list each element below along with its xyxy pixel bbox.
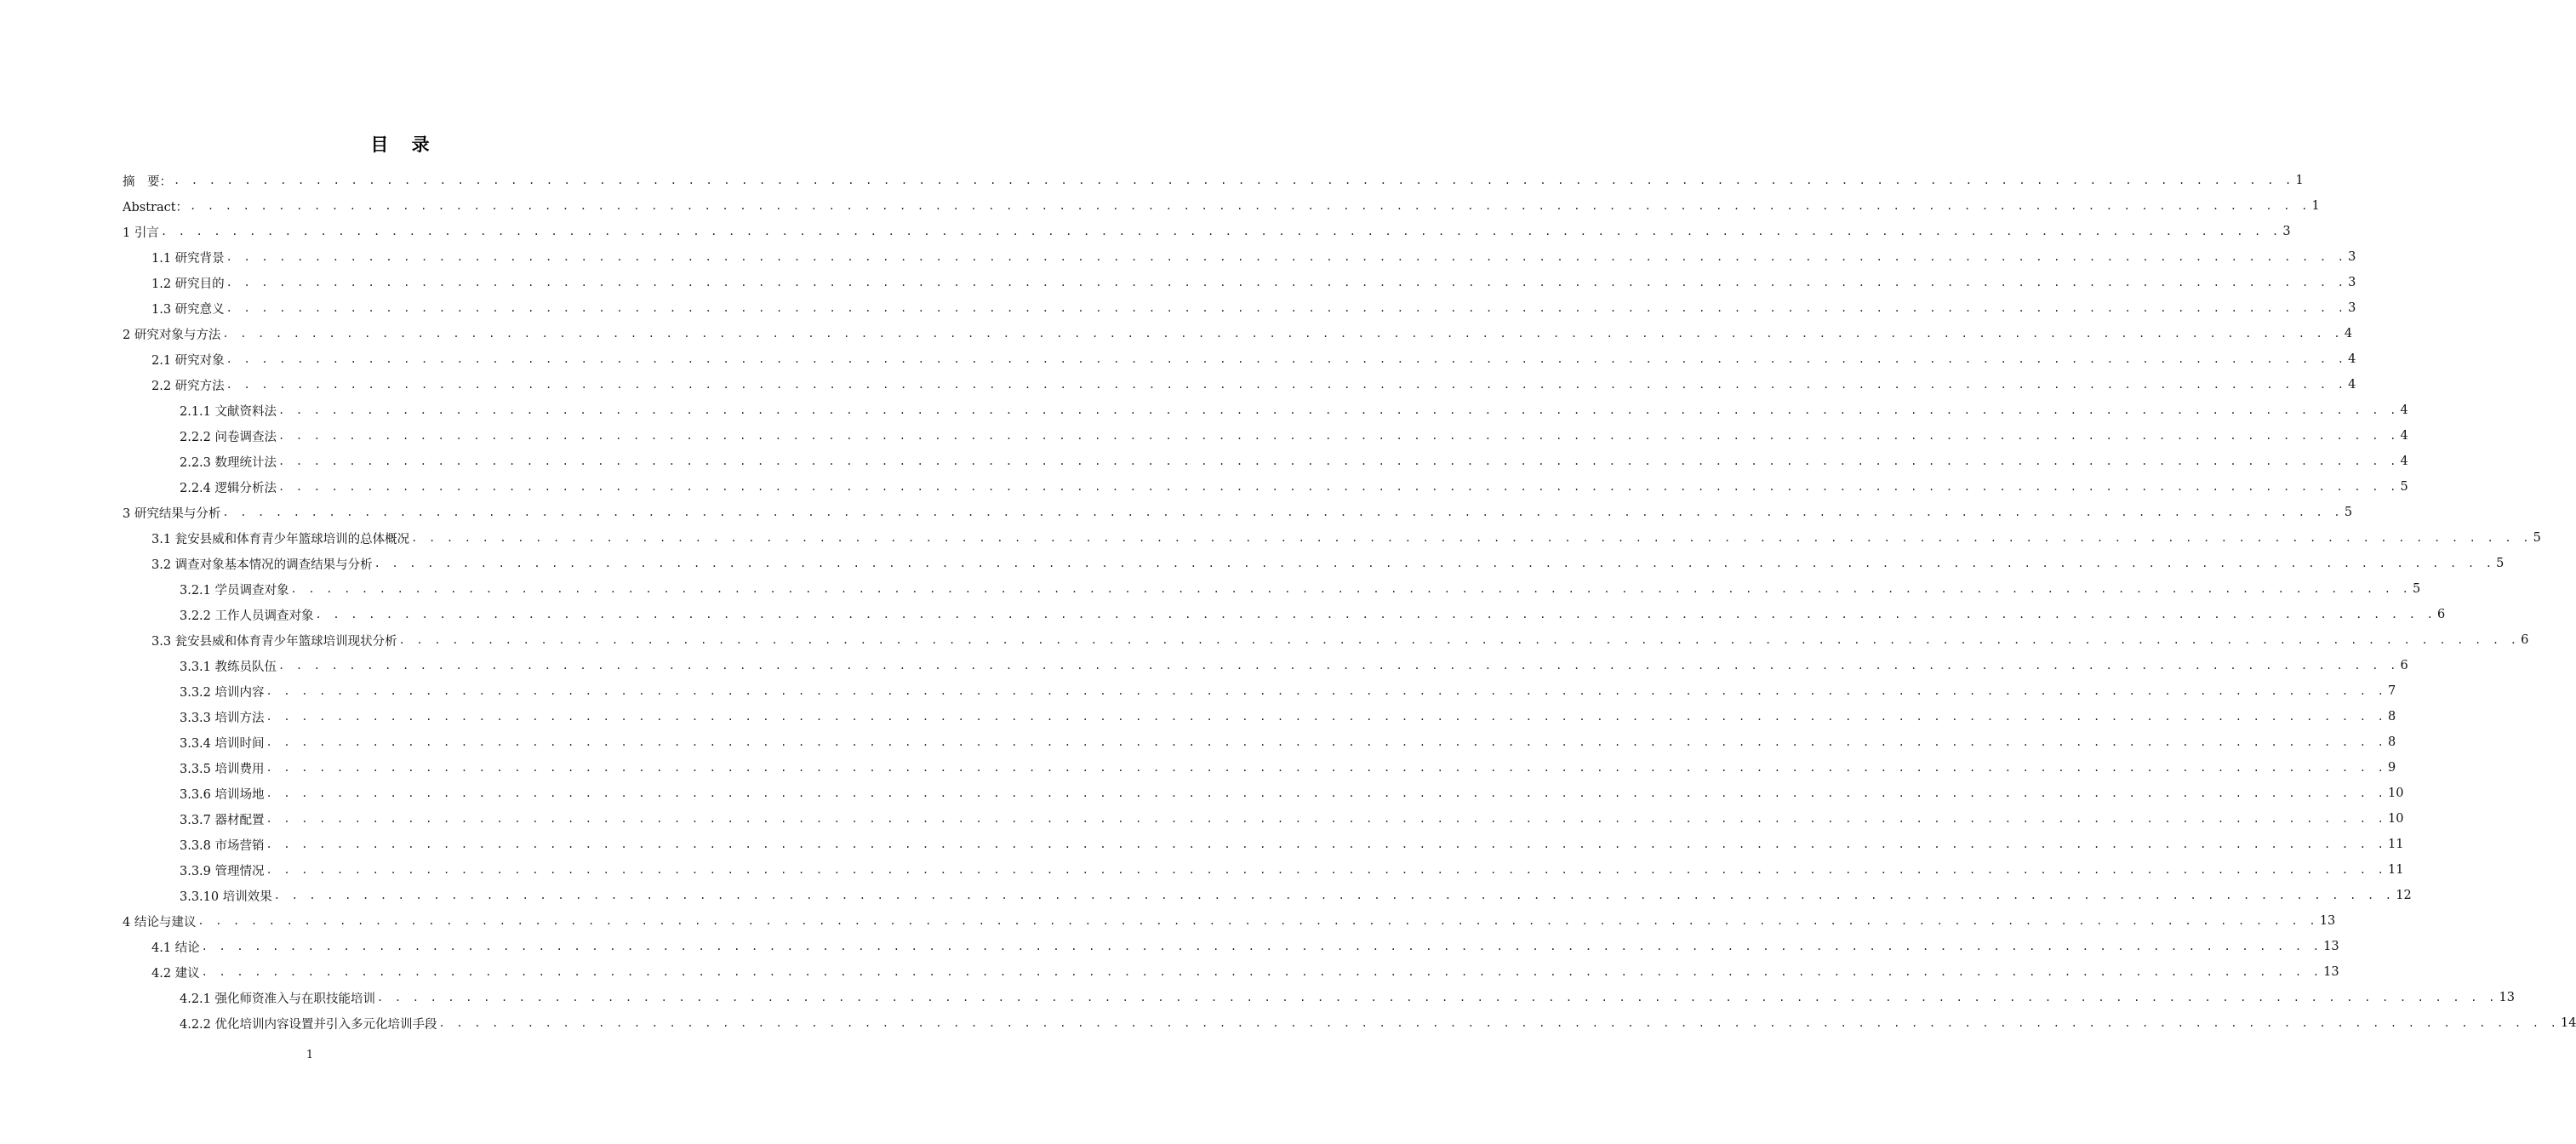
toc-leader-dots: . . . . . . . . . . . . . . . . . . . . . . . . . . . . . . . . . . . . . . . . . . . . . . . . . . . . . . . . . . . . . . . . . . . . . . . . . . . . . . . . . . . . . . . . . . . . . . . . . . . . . . . . . . . . . . . . . . . . . . . .	[174, 174, 2294, 186]
toc-entry[interactable]	[180, 602, 2446, 627]
toc-entry-page: 1	[2295, 174, 2304, 187]
toc-entry-page: 4	[2344, 327, 2353, 340]
toc-leader-dots: . . . . . . . . . . . . . . . . . . . . . . . . . . . . . . . . . . . . . . . . . . . . . . . . . . . . . . . . . . . . . . . . . . . . . . . . . . . . . . . . . . . . . . . . . . . . . . . . . . . . . . . . . . . . . . . . . . . . . . . .	[226, 302, 2347, 314]
toc-entry[interactable]	[180, 449, 2408, 474]
toc-entry-label: 3.3.6 培训场地	[180, 787, 265, 802]
toc-entry[interactable]	[180, 653, 2408, 678]
toc-leader-dots: . . . . . . . . . . . . . . . . . . . . . . . . . . . . . . . . . . . . . . . . . . . . . . . . . . . . . . . . . . . . . . . . . . . . . . . . . . . . . . . . . . . . . . . . . . . . . . . . . . . . . . . . . . . . . . . . . . . . . . . .	[226, 277, 2347, 289]
toc-entry[interactable]	[180, 806, 2404, 832]
toc-entry-label: 3.2.2 工作人员调查对象	[180, 609, 314, 623]
toc-entry-label: 3.3.3 培训方法	[180, 711, 265, 725]
footer-page-number: 1	[306, 1049, 314, 1061]
toc-entry[interactable]	[123, 321, 2353, 346]
toc-entry-page: 10	[2388, 812, 2404, 826]
toc-entry-label: 2.2.3 数理统计法	[180, 455, 277, 470]
toc-leader-dots: . . . . . . . . . . . . . . . . . . . . . . . . . . . . . . . . . . . . . . . . . . . . . . . . . . . . . . . . . . . . . . . . . . . . . . . . . . . . . . . . . . . . . . . . . . . . . . . . . . . . . . . . . . . . . . . . . . . . . . . .	[278, 481, 2399, 493]
toc-leader-dots: . . . . . . . . . . . . . . . . . . . . . . . . . . . . . . . . . . . . . . . . . . . . . . . . . . . . . . . . . . . . . . . . . . . . . . . . . . . . . . . . . . . . . . . . . . . . . . . . . . . . . . . . . . . . . . . . . . . . . . . .	[226, 353, 2347, 365]
toc-entry[interactable]	[180, 704, 2396, 729]
toc-leader-dots: . . . . . . . . . . . . . . . . . . . . . . . . . . . . . . . . . . . . . . . . . . . . . . . . . . . . . . . . . . . . . . . . . . . . . . . . . . . . . . . . . . . . . . . . . . . . . . . . . . . . . . . . . . . . . . . . . . . . . . . .	[266, 864, 2386, 876]
toc-entry-page: 6	[2400, 659, 2408, 672]
toc-entry-page: 4	[2348, 378, 2356, 392]
toc-entry[interactable]	[151, 934, 2339, 959]
toc-entry[interactable]	[151, 244, 2356, 270]
toc-entry-page: 12	[2396, 889, 2412, 902]
toc-leader-dots: . . . . . . . . . . . . . . . . . . . . . . . . . . . . . . . . . . . . . . . . . . . . . . . . . . . . . . . . . . . . . . . . . . . . . . . . . . . . . . . . . . . . . . . . . . . . . . . . . . . . . . . . . . . . . . . . . . . . . . . .	[197, 915, 2318, 927]
toc-leader-dots: . . . . . . . . . . . . . . . . . . . . . . . . . . . . . . . . . . . . . . . . . . . . . . . . . . . . . . . . . . . . . . . . . . . . . . . . . . . . . . . . . . . . . . . . . . . . . . . . . . . . . . . . . . . . . . . . . . . . . . . .	[266, 685, 2386, 697]
toc-entry[interactable]	[180, 832, 2404, 857]
toc-title: 目 录	[370, 134, 438, 155]
toc-entry-label: 2.1.1 文献资料法	[180, 404, 277, 419]
toc-entry-label: 2.2 研究方法	[151, 379, 225, 393]
toc-entry-label: 3.3 瓮安县威和体育青少年篮球培训现状分析	[151, 634, 397, 649]
toc-leader-dots: . . . . . . . . . . . . . . . . . . . . . . . . . . . . . . . . . . . . . . . . . . . . . . . . . . . . . . . . . . . . . . . . . . . . . . . . . . . . . . . . . . . . . . . . . . . . . . . . . . . . . . . . . . . . . . . . . . . . . . . .	[290, 583, 2411, 595]
toc-entry-label: 3.3.9 管理情况	[180, 864, 265, 878]
toc-entry[interactable]	[180, 423, 2408, 449]
toc-entry-label: 3 研究结果与分析	[123, 506, 221, 521]
toc-leader-dots: . . . . . . . . . . . . . . . . . . . . . . . . . . . . . . . . . . . . . . . . . . . . . . . . . . . . . . . . . . . . . . . . . . . . . . . . . . . . . . . . . . . . . . . . . . . . . . . . . . . . . . . . . . . . . . . . . . . . . . . .	[377, 992, 2498, 1004]
toc-entry[interactable]	[180, 678, 2396, 704]
toc-entry-label: 3.3.8 市场营销	[180, 838, 265, 853]
toc-entry[interactable]	[180, 781, 2404, 806]
toc-entry-label: 1.1 研究背景	[151, 251, 225, 266]
toc-leader-dots: . . . . . . . . . . . . . . . . . . . . . . . . . . . . . . . . . . . . . . . . . . . . . . . . . . . . . . . . . . . . . . . . . . . . . . . . . . . . . . . . . . . . . . . . . . . . . . . . . . . . . . . . . . . . . . . . . . . . . . . .	[266, 813, 2386, 825]
toc-entry[interactable]	[180, 883, 2412, 908]
toc-entry-page: 5	[2533, 531, 2541, 545]
toc-entry[interactable]	[180, 729, 2396, 755]
toc-entry[interactable]	[180, 1010, 2576, 1036]
toc-entry-label: 4.2 建议	[151, 966, 200, 981]
toc-leader-dots: . . . . . . . . . . . . . . . . . . . . . . . . . . . . . . . . . . . . . . . . . . . . . . . . . . . . . . . . . . . . . . . . . . . . . . . . . . . . . . . . . . . . . . . . . . . . . . . . . . . . . . . . . . . . . . . . . . . . . . . .	[278, 430, 2399, 442]
toc-leader-dots: . . . . . . . . . . . . . . . . . . . . . . . . . . . . . . . . . . . . . . . . . . . . . . . . . . . . . . . . . . . . . . . . . . . . . . . . . . . . . . . . . . . . . . . . . . . . . . . . . . . . . . . . . . . . . . . . . . . . . . . .	[266, 762, 2386, 774]
toc-entry[interactable]	[180, 474, 2408, 500]
toc-entry-label: 4.1 结论	[151, 941, 200, 955]
toc-entry[interactable]	[123, 193, 2320, 219]
toc-entry-page: 4	[2400, 429, 2408, 443]
toc-entry-label: 3.3.7 器材配置	[180, 813, 265, 827]
toc-entry-page: 3	[2282, 225, 2291, 238]
toc-entry-page: 10	[2388, 786, 2404, 800]
toc-leader-dots: . . . . . . . . . . . . . . . . . . . . . . . . . . . . . . . . . . . . . . . . . . . . . . . . . . . . . . . . . . . . . . . . . . . . . . . . . . . . . . . . . . . . . . . . . . . . . . . . . . . . . . . . . . . . . . . . . . . . . . . .	[266, 787, 2386, 799]
toc-entry-page: 13	[2323, 965, 2339, 979]
toc-entry-page: 13	[2323, 940, 2339, 953]
toc-leader-dots: . . . . . . . . . . . . . . . . . . . . . . . . . . . . . . . . . . . . . . . . . . . . . . . . . . . . . . . . . . . . . . . . . . . . . . . . . . . . . . . . . . . . . . . . . . . . . . . . . . . . . . . . . . . . . . . . . . . . . . . .	[315, 609, 2436, 621]
toc-entry[interactable]	[123, 500, 2353, 525]
toc-entry-page: 3	[2348, 276, 2356, 289]
toc-leader-dots: . . . . . . . . . . . . . . . . . . . . . . . . . . . . . . . . . . . . . . . . . . . . . . . . . . . . . . . . . . . . . . . . . . . . . . . . . . . . . . . . . . . . . . . . . . . . . . . . . . . . . . . . . . . . . . . . . . . . . . . .	[160, 226, 2282, 237]
toc-entry-page: 6	[2437, 608, 2446, 621]
toc-entry-page: 4	[2348, 352, 2356, 366]
toc-entry-label: 1.2 研究目的	[151, 277, 225, 291]
toc-entry-page: 11	[2388, 863, 2404, 877]
toc-leader-dots: . . . . . . . . . . . . . . . . . . . . . . . . . . . . . . . . . . . . . . . . . . . . . . . . . . . . . . . . . . . . . . . . . . . . . . . . . . . . . . . . . . . . . . . . . . . . . . . . . . . . . . . . . . . . . . . . . . . . . . . .	[273, 889, 2395, 901]
toc-entry-page: 11	[2388, 838, 2404, 851]
toc-entry-label: 3.1 瓮安县威和体育青少年篮球培训的总体概况	[151, 532, 410, 546]
toc-entry-label: 4.2.1 强化师资准入与在职技能培训	[180, 992, 376, 1006]
toc-leader-dots: . . . . . . . . . . . . . . . . . . . . . . . . . . . . . . . . . . . . . . . . . . . . . . . . . . . . . . . . . . . . . . . . . . . . . . . . . . . . . . . . . . . . . . . . . . . . . . . . . . . . . . . . . . . . . . . . . . . . . . . .	[201, 966, 2322, 978]
toc-entry-page: 5	[2344, 506, 2353, 519]
toc-entry-page: 3	[2348, 301, 2356, 315]
toc-entry-label: Abstract：	[123, 200, 189, 214]
toc-entry[interactable]	[151, 551, 2505, 576]
toc-entry-page: 6	[2521, 633, 2529, 647]
toc-entry[interactable]	[151, 295, 2356, 321]
toc-leader-dots: . . . . . . . . . . . . . . . . . . . . . . . . . . . . . . . . . . . . . . . . . . . . . . . . . . . . . . . . . . . . . . . . . . . . . . . . . . . . . . . . . . . . . . . . . . . . . . . . . . . . . . . . . . . . . . . . . . . . . . . .	[226, 251, 2347, 263]
toc-entry-label: 3.3.2 培训内容	[180, 685, 265, 700]
toc-entry-label: 1 引言	[123, 226, 159, 240]
toc-entry-page: 8	[2388, 710, 2396, 724]
toc-leader-dots: . . . . . . . . . . . . . . . . . . . . . . . . . . . . . . . . . . . . . . . . . . . . . . . . . . . . . . . . . . . . . . . . . . . . . . . . . . . . . . . . . . . . . . . . . . . . . . . . . . . . . . . . . . . . . . . . . . . . . . . .	[278, 455, 2399, 467]
toc-leader-dots: . . . . . . . . . . . . . . . . . . . . . . . . . . . . . . . . . . . . . . . . . . . . . . . . . . . . . . . . . . . . . . . . . . . . . . . . . . . . . . . . . . . . . . . . . . . . . . . . . . . . . . . . . . . . . . . . . . . . . . . .	[222, 328, 2343, 340]
toc-leader-dots: . . . . . . . . . . . . . . . . . . . . . . . . . . . . . . . . . . . . . . . . . . . . . . . . . . . . . . . . . . . . . . . . . . . . . . . . . . . . . . . . . . . . . . . . . . . . . . . . . . . . . . . . . . . . . . . . . . . . . . . .	[398, 634, 2520, 646]
toc-leader-dots: . . . . . . . . . . . . . . . . . . . . . . . . . . . . . . . . . . . . . . . . . . . . . . . . . . . . . . . . . . . . . . . . . . . . . . . . . . . . . . . . . . . . . . . . . . . . . . . . . . . . . . . . . . . . . . . . . . . . . . . .	[226, 379, 2347, 391]
toc-leader-dots: . . . . . . . . . . . . . . . . . . . . . . . . . . . . . . . . . . . . . . . . . . . . . . . . . . . . . . . . . . . . . . . . . . . . . . . . . . . . . . . . . . . . . . . . . . . . . . . . . . . . . . . . . . . . . . . . . . . . . . . .	[201, 941, 2322, 952]
toc-entry-page: 5	[2400, 480, 2408, 494]
toc-entry[interactable]	[151, 959, 2339, 985]
toc-entry-label: 4 结论与建议	[123, 915, 197, 930]
toc-entry[interactable]	[123, 219, 2291, 244]
toc-leader-dots: . . . . . . . . . . . . . . . . . . . . . . . . . . . . . . . . . . . . . . . . . . . . . . . . . . . . . . . . . . . . . . . . . . . . . . . . . . . . . . . . . . . . . . . . . . . . . . . . . . . . . . . . . . . . . . . . . . . . . . . .	[266, 838, 2386, 850]
toc-leader-dots: . . . . . . . . . . . . . . . . . . . . . . . . . . . . . . . . . . . . . . . . . . . . . . . . . . . . . . . . . . . . . . . . . . . . . . . . . . . . . . . . . . . . . . . . . . . . . . . . . . . . . . . . . . . . . . . . . . . . . . . .	[278, 660, 2399, 672]
toc-entry-page: 4	[2400, 403, 2408, 417]
toc-entry-label: 2.2.4 逻辑分析法	[180, 481, 277, 495]
toc-entry-label: 3.3.1 教练员队伍	[180, 660, 277, 674]
toc-entry-label: 2.1 研究对象	[151, 353, 225, 368]
toc-leader-dots: . . . . . . . . . . . . . . . . . . . . . . . . . . . . . . . . . . . . . . . . . . . . . . . . . . . . . . . . . . . . . . . . . . . . . . . . . . . . . . . . . . . . . . . . . . . . . . . . . . . . . . . . . . . . . . . . . . . . . . . .	[374, 558, 2495, 569]
toc-entry-label: 3.3.10 培训效果	[180, 889, 272, 904]
toc-entry[interactable]	[151, 270, 2356, 295]
toc-entry-page: 13	[2319, 914, 2336, 928]
toc-entry[interactable]	[123, 908, 2336, 934]
toc-entry-page: 7	[2388, 684, 2396, 698]
toc-leader-dots: . . . . . . . . . . . . . . . . . . . . . . . . . . . . . . . . . . . . . . . . . . . . . . . . . . . . . . . . . . . . . . . . . . . . . . . . . . . . . . . . . . . . . . . . . . . . . . . . . . . . . . . . . . . . . . . . . . . . . . . .	[266, 736, 2386, 748]
toc-leader-dots: . . . . . . . . . . . . . . . . . . . . . . . . . . . . . . . . . . . . . . . . . . . . . . . . . . . . . . . . . . . . . . . . . . . . . . . . . . . . . . . . . . . . . . . . . . . . . . . . . . . . . . . . . . . . . . . . . . . . . . . .	[411, 532, 2532, 544]
toc-entry[interactable]	[180, 755, 2396, 781]
toc-leader-dots: . . . . . . . . . . . . . . . . . . . . . . . . . . . . . . . . . . . . . . . . . . . . . . . . . . . . . . . . . . . . . . . . . . . . . . . . . . . . . . . . . . . . . . . . . . . . . . . . . . . . . . . . . . . . . . . . . . . . . . . .	[266, 711, 2386, 723]
toc-entry-label: 2.2.2 问卷调查法	[180, 430, 277, 444]
toc-entry-label: 摘 要：	[123, 174, 172, 189]
toc-entry[interactable]	[151, 372, 2356, 398]
toc-entry-page: 4	[2400, 455, 2408, 468]
toc-entry[interactable]	[180, 985, 2515, 1010]
toc-leader-dots: . . . . . . . . . . . . . . . . . . . . . . . . . . . . . . . . . . . . . . . . . . . . . . . . . . . . . . . . . . . . . . . . . . . . . . . . . . . . . . . . . . . . . . . . . . . . . . . . . . . . . . . . . . . . . . . . . . . . . . . .	[190, 200, 2310, 212]
toc-entry-page: 1	[2311, 199, 2320, 213]
toc-entry-label: 2 研究对象与方法	[123, 328, 221, 342]
toc-entry[interactable]	[180, 857, 2404, 883]
toc-entry-label: 1.3 研究意义	[151, 302, 225, 317]
toc-entry[interactable]	[123, 168, 2304, 193]
toc-entry-page: 9	[2388, 761, 2396, 775]
toc-leader-dots: . . . . . . . . . . . . . . . . . . . . . . . . . . . . . . . . . . . . . . . . . . . . . . . . . . . . . . . . . . . . . . . . . . . . . . . . . . . . . . . . . . . . . . . . . . . . . . . . . . . . . . . . . . . . . . . . . . . . . . . .	[438, 1017, 2559, 1029]
toc-entry-page: 14	[2561, 1016, 2576, 1030]
toc-entry-page: 8	[2388, 735, 2396, 749]
toc-entry[interactable]	[151, 627, 2529, 653]
toc-entry-label: 4.2.2 优化培训内容设置并引入多元化培训手段	[180, 1017, 437, 1032]
toc-leader-dots: . . . . . . . . . . . . . . . . . . . . . . . . . . . . . . . . . . . . . . . . . . . . . . . . . . . . . . . . . . . . . . . . . . . . . . . . . . . . . . . . . . . . . . . . . . . . . . . . . . . . . . . . . . . . . . . . . . . . . . . .	[278, 404, 2399, 416]
toc-entry-page: 13	[2499, 991, 2515, 1004]
toc-entry[interactable]	[151, 346, 2356, 372]
toc-entry-page: 5	[2413, 582, 2421, 596]
toc-entry-label: 3.2.1 学员调查对象	[180, 583, 289, 598]
toc-entry[interactable]	[151, 525, 2541, 551]
toc-entry[interactable]	[180, 398, 2408, 423]
toc-entry[interactable]	[180, 576, 2421, 602]
toc-entry-page: 3	[2348, 250, 2356, 264]
toc-entry-page: 5	[2496, 557, 2505, 570]
toc-leader-dots: . . . . . . . . . . . . . . . . . . . . . . . . . . . . . . . . . . . . . . . . . . . . . . . . . . . . . . . . . . . . . . . . . . . . . . . . . . . . . . . . . . . . . . . . . . . . . . . . . . . . . . . . . . . . . . . . . . . . . . . .	[222, 506, 2343, 518]
toc-entry-label: 3.2 调查对象基本情况的调查结果与分析	[151, 558, 373, 572]
toc-entry-label: 3.3.4 培训时间	[180, 736, 265, 751]
toc-entry-label: 3.3.5 培训费用	[180, 762, 265, 776]
